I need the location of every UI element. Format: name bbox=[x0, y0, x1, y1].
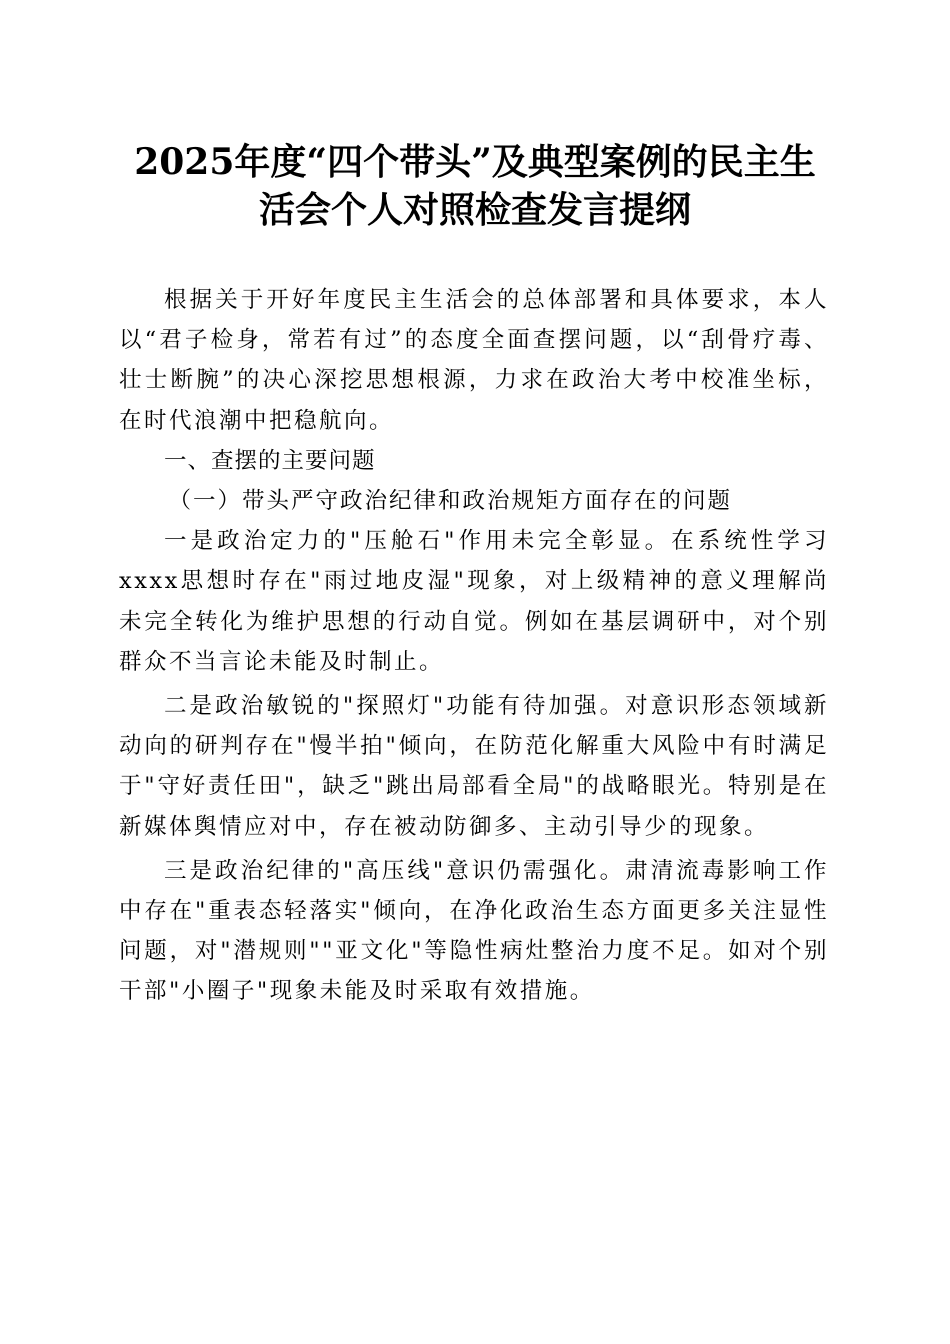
body-paragraph-3: 三是政治纪律的"高压线"意识仍需强化。肃清流毒影响工作中存在"重表态轻落实"倾向，在净化政治生态方面更多关注显性问题，对"潜规则""亚文化"等隐性病灶整治力度不足。如对个别干部"小圈子"现象未能及时采取有效措施。 bbox=[119, 857, 829, 1005]
title-line-1: 2025年度“四个带头”及典型案例的民主生 bbox=[134, 141, 816, 183]
title-line-2: 活会个人对照检查发言提纲 bbox=[258, 189, 691, 231]
intro-paragraph: 根据关于开好年度民主生活会的总体部署和具体要求，本人以“君子检身，常若有过”的态度全面查摆问题，以“刮骨疗毒、壮士断腕”的决心深挖思想根源，力求在政治大考中校准坐标，在时代浪潮中把稳航向。 bbox=[119, 287, 829, 434]
body-paragraph-1: 一是政治定力的"压舱石"作用未完全彰显。在系统性学习xxxx思想时存在"雨过地皮湿"现象，对上级精神的意义理解尚未完全转化为维护思想的行动自觉。例如在基层调研中，对个别群众不当言论未能及时制止。 bbox=[119, 528, 829, 675]
section-heading: 一、查摆的主要问题 bbox=[164, 447, 376, 474]
subsection-heading: （一）带头严守政治纪律和政治规矩方面存在的问题 bbox=[168, 488, 733, 515]
document-title bbox=[100, 138, 850, 234]
body-paragraph-2: 二是政治敏锐的"探照灯"功能有待加强。对意识形态领域新动向的研判存在"慢半拍"倾向，在防范化解重大风险中有时满足于"守好责任田"，缺乏"跳出局部看全局"的战略眼光。特别是在新媒体舆情应对中，存在被动防御多、主动引导少的现象。 bbox=[119, 693, 829, 840]
document-body bbox=[119, 280, 829, 1012]
